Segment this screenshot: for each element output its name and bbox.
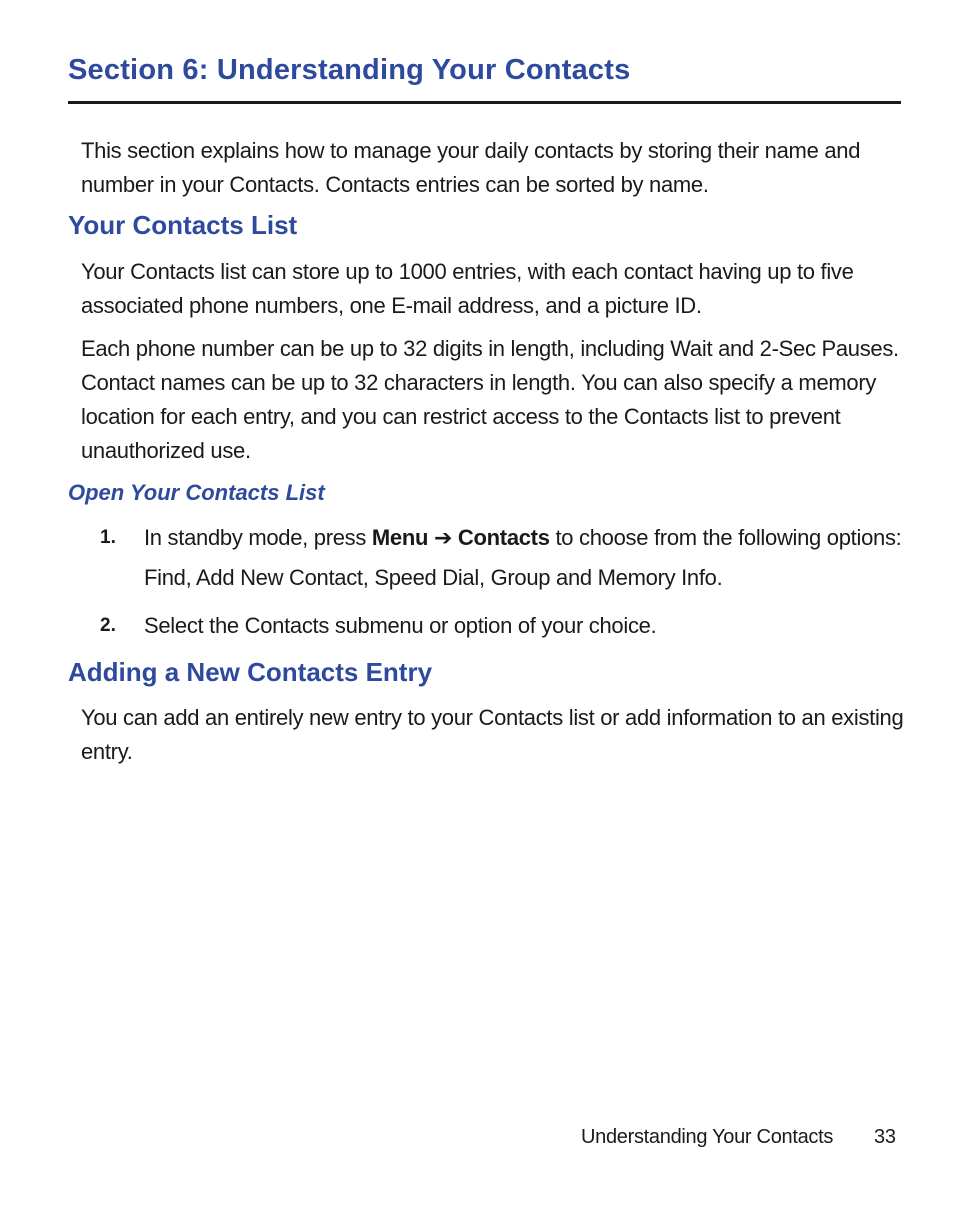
footer-page-number: 33: [874, 1126, 896, 1148]
heading-open-contacts-list: Open Your Contacts List: [68, 480, 325, 505]
step-text: [144, 518, 914, 598]
step-text-prefix: In standby mode, press: [144, 525, 372, 550]
step-number: 2.: [100, 615, 116, 636]
contacts-list-paragraph-1: Your Contacts list can store up to 1000 entries, with each contact having up to five associated phone numbers, one E-mail address, and a picture ID.: [81, 259, 854, 318]
intro-paragraph: This section explains how to manage your daily contacts by storing their name and number in your Contacts. Contacts entries can be sorted by name.: [81, 138, 861, 197]
step-number: 1.: [100, 527, 116, 548]
footer-section-name: Understanding Your Contacts: [581, 1126, 834, 1148]
step-text: Select the Contacts submenu or option of your choice.: [144, 613, 657, 638]
contacts-keyword: Contacts: [457, 525, 550, 550]
contacts-list-paragraph-2: Each phone number can be up to 32 digits in length, including Wait and 2-Sec Pauses. Contact names can be up to 32 characters in length. You can also specify a memory location for each entry, and you can restrict access to the Contacts list to prevent unauthorized use.: [81, 336, 899, 463]
adding-entry-paragraph: You can add an entirely new entry to your Contacts list or add information to an existing entry.: [81, 705, 904, 764]
heading-your-contacts-list: Your Contacts List: [68, 210, 298, 240]
page-title: Section 6: Understanding Your Contacts: [68, 54, 631, 86]
title-divider: [68, 101, 901, 104]
heading-adding-new-entry: Adding a New Contacts Entry: [68, 657, 433, 687]
arrow-icon: ➔: [428, 525, 458, 550]
menu-keyword: Menu: [371, 525, 429, 550]
step-text-suffix: to choose from the following options: Find, Add New Contact, Speed Dial, Group and Memory Info.: [144, 525, 902, 590]
